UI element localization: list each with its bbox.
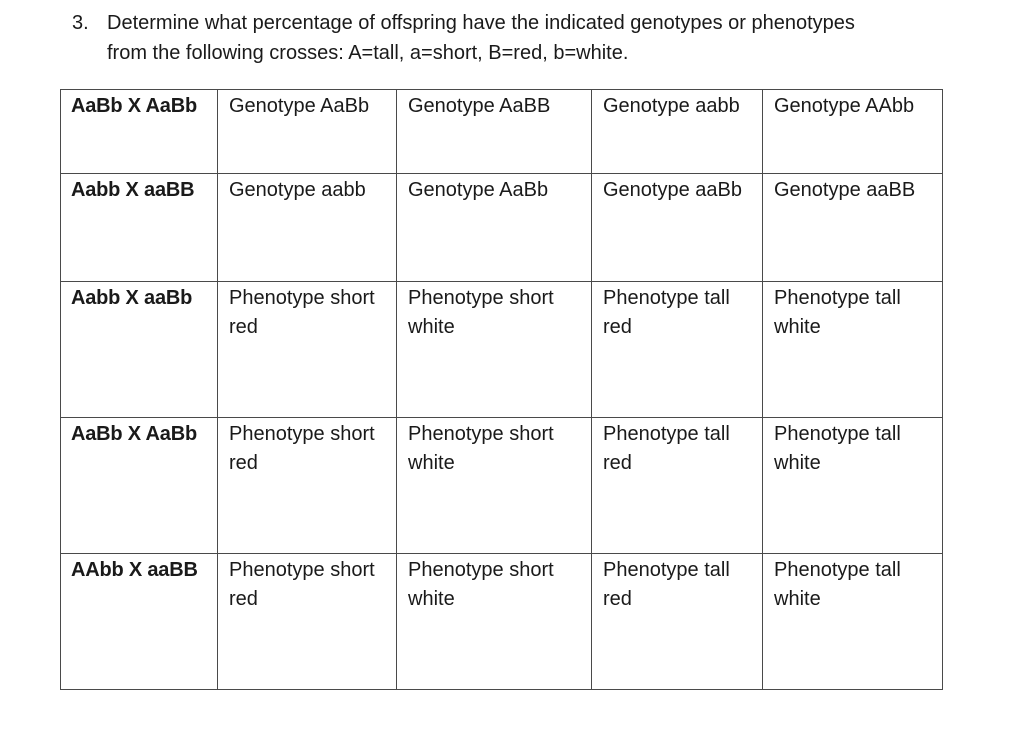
answer-cell: Genotype AaBb [397, 174, 592, 282]
answer-cell: Phenotype short red [218, 418, 397, 554]
answer-cell: Genotype AaBb [218, 90, 397, 174]
answer-cell: Phenotype tall white [763, 282, 943, 418]
question-body [107, 8, 967, 68]
cross-label: AaBb X AaBb [61, 418, 218, 554]
question-line-1: Determine what percentage of offspring have the indicated genotypes or phenotypes [107, 12, 855, 34]
answer-cell: Genotype aabb [592, 90, 763, 174]
cross-label: AAbb X aaBB [61, 554, 218, 690]
answer-cell: Genotype aaBB [763, 174, 943, 282]
cross-label: Aabb X aaBb [61, 282, 218, 418]
answer-cell: Phenotype tall red [592, 282, 763, 418]
answer-cell: Phenotype short white [397, 554, 592, 690]
question-number: 3. [72, 12, 89, 34]
table-row [61, 282, 943, 418]
answer-cell: Genotype AaBB [397, 90, 592, 174]
answer-cell: Genotype AAbb [763, 90, 943, 174]
answer-cell: Phenotype short red [218, 282, 397, 418]
crosses-table [60, 89, 943, 690]
table-row [61, 174, 943, 282]
answer-cell: Phenotype short red [218, 554, 397, 690]
answer-cell: Genotype aaBb [592, 174, 763, 282]
table-row [61, 90, 943, 174]
answer-cell: Phenotype short white [397, 418, 592, 554]
answer-cell: Phenotype tall red [592, 418, 763, 554]
table-row [61, 554, 943, 690]
answer-cell: Phenotype tall red [592, 554, 763, 690]
table-row [61, 418, 943, 554]
answer-cell: Phenotype short white [397, 282, 592, 418]
answer-cell: Phenotype tall white [763, 554, 943, 690]
cross-label: Aabb X aaBB [61, 174, 218, 282]
answer-cell: Genotype aabb [218, 174, 397, 282]
question-line-2: from the following crosses: A=tall, a=short, B=red, b=white. [107, 42, 629, 64]
cross-label: AaBb X AaBb [61, 90, 218, 174]
answer-cell: Phenotype tall white [763, 418, 943, 554]
